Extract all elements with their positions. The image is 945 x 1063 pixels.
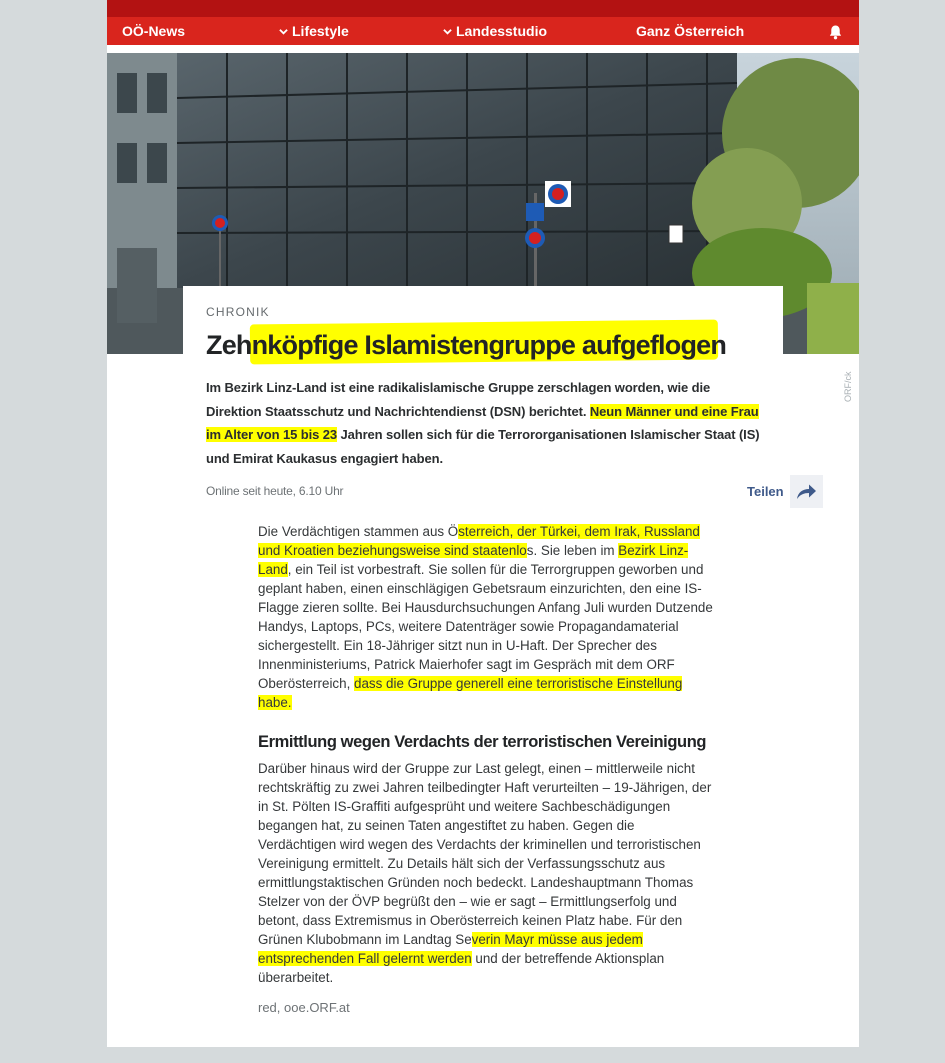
nav-bar <box>107 17 859 45</box>
nav-item-ganz-oesterreich[interactable] <box>636 23 744 39</box>
body-text: Darüber hinaus wird der Gruppe zur Last gelegt, einen – mittlerweile nicht rechtskräftig zu zwei Jahren teilbedingter Haft verurteilten – 19-Jährigen, der in St. Pölten IS-Graffiti aufgesprüht und weitere Sachbeschädigungen begangen hat, zu seinen Taten angestiftet zu haben. Gegen die Verdächtigen wird wegen des Verdachts der kriminellen und terroristischen Vereinigung ermittelt. Zu Details hält sich der Verfassungsschutz aus ermittlungstaktischen Gründen noch bedeckt. Landeshauptmann Thomas Stelzer von der ÖVP begrüßt den – wie er sagt – Ermittlungserfolg und betont, dass Extremismus in Oberösterreich keinen Platz habe. Für den Grünen Klubobmann im Landtag Se <box>258 761 712 947</box>
share-label: Teilen <box>747 484 784 499</box>
bell-icon[interactable] <box>828 24 843 40</box>
body-text: Die Verdächtigen stammen aus Ö <box>258 524 459 539</box>
body-highlight: verin Mayr müsse aus jedem entsprechenden Fall gelernt werden <box>258 932 643 966</box>
photo-credit-text: ORF/ck <box>843 371 853 402</box>
publish-timestamp: Online seit heute, 6.10 Uhr <box>206 484 344 498</box>
article-source: red, ooe.ORF.at <box>258 1000 350 1015</box>
body-text: und der betreffende Aktionsplan überarbeitet. <box>258 951 665 985</box>
chevron-down-icon <box>279 27 288 36</box>
nav-item-landesstudio[interactable] <box>443 23 547 39</box>
body-paragraph <box>258 759 713 987</box>
section-heading: Ermittlung wegen Verdachts der terroristischen Vereinigung <box>258 733 707 751</box>
nav-item-label: Landesstudio <box>456 23 548 39</box>
top-stripe <box>107 0 859 17</box>
lead-text-end: Jahren sollen sich für die Terrororganisationen Islamischer Staat (IS) und Emirat Kaukasus engagiert haben. <box>206 427 760 466</box>
body-text: s. Sie leben im <box>526 543 619 558</box>
nav-item-ooe-news[interactable] <box>122 23 185 39</box>
body-highlight: dass die Gruppe generell eine terroristische Einstellung habe. <box>258 676 683 710</box>
body-text: , ein Teil ist vorbestraft. Sie sollen für die Terrorgruppen geworben und geplant haben, einen einschlägigen Gebetsraum einzurichten, den eine IS-Flagge zieren sollte. Bei Hausdurchsuchungen Anfang Juli wurden Dutzende Handys, Laptops, PCs, weitere Datenträger sowie Propagandamaterial sichergestellt. Ein 18-Jähriger sitzt nun in U-Haft. Der Sprecher des Innenministeriums, Patrick Maierhofer sagt im Gespräch mit dem ORF Oberösterreich, <box>258 562 713 691</box>
body-highlight: Bezirk Linz-Land <box>258 543 689 577</box>
category-label[interactable]: CHRONIK <box>206 305 270 319</box>
lead-paragraph <box>206 376 766 470</box>
lead-highlight: Neun Männer und eine Frau im Alter von 15 bis 23 <box>206 403 759 442</box>
nav-item-label: Ganz Österreich <box>636 23 745 39</box>
body-paragraph <box>258 522 713 712</box>
photo-credit <box>843 371 855 432</box>
nav-item-label: OÖ-News <box>122 23 186 39</box>
page-title: Zehnköpfige Islamistengruppe aufgeflogen <box>206 330 727 360</box>
share-button[interactable] <box>747 475 823 508</box>
chevron-down-icon <box>443 27 452 36</box>
nav-item-lifestyle[interactable] <box>279 23 349 39</box>
nav-item-label: Lifestyle <box>292 23 349 39</box>
body-highlight: sterreich, der Türkei, dem Irak, Russland und Kroatien beziehungsweise sind staatenlo <box>258 524 700 558</box>
lead-text: Im Bezirk Linz-Land ist eine radikalislamische Gruppe zerschlagen worden, wie die Direktion Staatsschutz und Nachrichtendienst (DSN) berichtet. <box>206 380 711 419</box>
share-icon <box>790 475 823 508</box>
